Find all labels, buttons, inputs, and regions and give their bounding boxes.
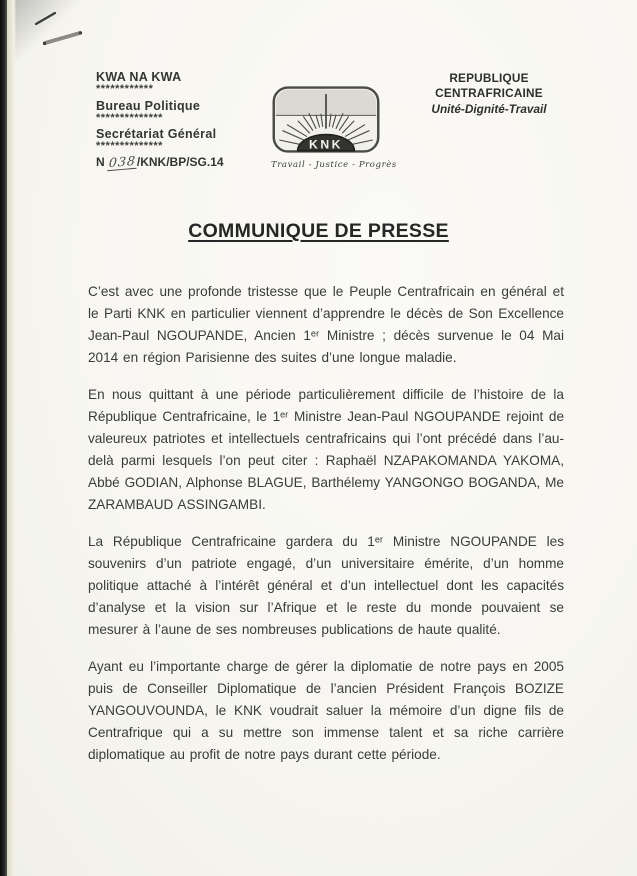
title-row (0, 220, 637, 243)
paragraph-4: Ayant eu l’importante charge de gérer la diplomatie de notre pays en 2005 puis de Conseiller Diplomatique de l’ancien Président François BOZIZE YANGOUVOUNDA, le KNK voudrait saluer la mémoire d’un digne fils de Centrafrique qui a su mettre son immense talent et sa riche carrière diplomatique au profit de notre pays durant cette période. (88, 659, 564, 762)
logo-motto: Travail - Justice - Progrès (271, 160, 397, 170)
divider-stars: ************** (96, 112, 163, 124)
letterhead-left (96, 71, 276, 170)
reference-number-line (96, 152, 276, 171)
divider-stars: ************** (96, 140, 163, 152)
knk-logo (271, 85, 397, 170)
scan-artifacts (14, 4, 104, 59)
paragraph-3: La République Centrafricaine gardera du 1ᵉʳ Ministre NGOUPANDE les souvenirs d’un patriote engagé, d’un universitaire émérite, d’un homme politique attaché à l’intérêt général et d’un intellectuel dont les capacités d’analyse et la vision sur l’Afrique et le reste du monde pouvaient se mesurer à l’aune de ses nombreuses publications de haute qualité. (88, 534, 564, 637)
reference-suffix: /KNK/BP/SG.14 (136, 155, 224, 169)
staple-icon (43, 31, 82, 45)
letterhead-right (394, 71, 584, 117)
divider-stars: ************ (96, 83, 154, 95)
press-release-body (88, 281, 564, 781)
reference-prefix: N (96, 155, 105, 169)
party-name: KWA NA KWA (96, 70, 182, 84)
republic-name: REPUBLIQUE CENTRAFRICAINE (435, 71, 543, 100)
paragraph-1: C’est avec une profonde tristesse que le Peuple Centrafricain en général et le Parti KNK en particulier viennent d’apprendre le décès de Son Excellence Jean-Paul NGOUPANDE, Ancien 1ᵉʳ Ministre ; décès survenue le 04 Mai 2014 en région Parisienne des suites d’une longue maladie. (88, 284, 564, 365)
paragraph-2: En nous quittant à une période particulièrement difficile de l’histoire de la République Centrafricaine, le 1ᵉʳ Ministre Jean-Paul NGOUPANDE rejoint de valeureux patriotes et intellectuels centrafricains qui l’ont précédé dans l’au-delà parmi lesquels l’on peut citer : Raphaël NZAPAKOMANDA YAKOMA, Abbé GODIAN, Alphonse BLAGUE, Barthélemy YANGONGO BOGANDA, Me ZARAMBAUD ASSINGAMBI. (88, 387, 564, 512)
secretariat-general-label: Secrétariat Général (96, 127, 217, 141)
handwritten-reference-number: 038 (108, 152, 137, 171)
press-release-title: COMMUNIQUE DE PRESSE (188, 220, 449, 242)
scan-left-edge-strip (7, 0, 16, 876)
republic-motto: Unité-Dignité-Travail (431, 102, 547, 116)
pen-mark (36, 13, 55, 24)
knk-sunrise-emblem (271, 85, 381, 154)
logo-acronym: KNK (309, 137, 343, 152)
scan-left-edge (0, 0, 7, 876)
bureau-politique-label: Bureau Politique (96, 99, 201, 113)
